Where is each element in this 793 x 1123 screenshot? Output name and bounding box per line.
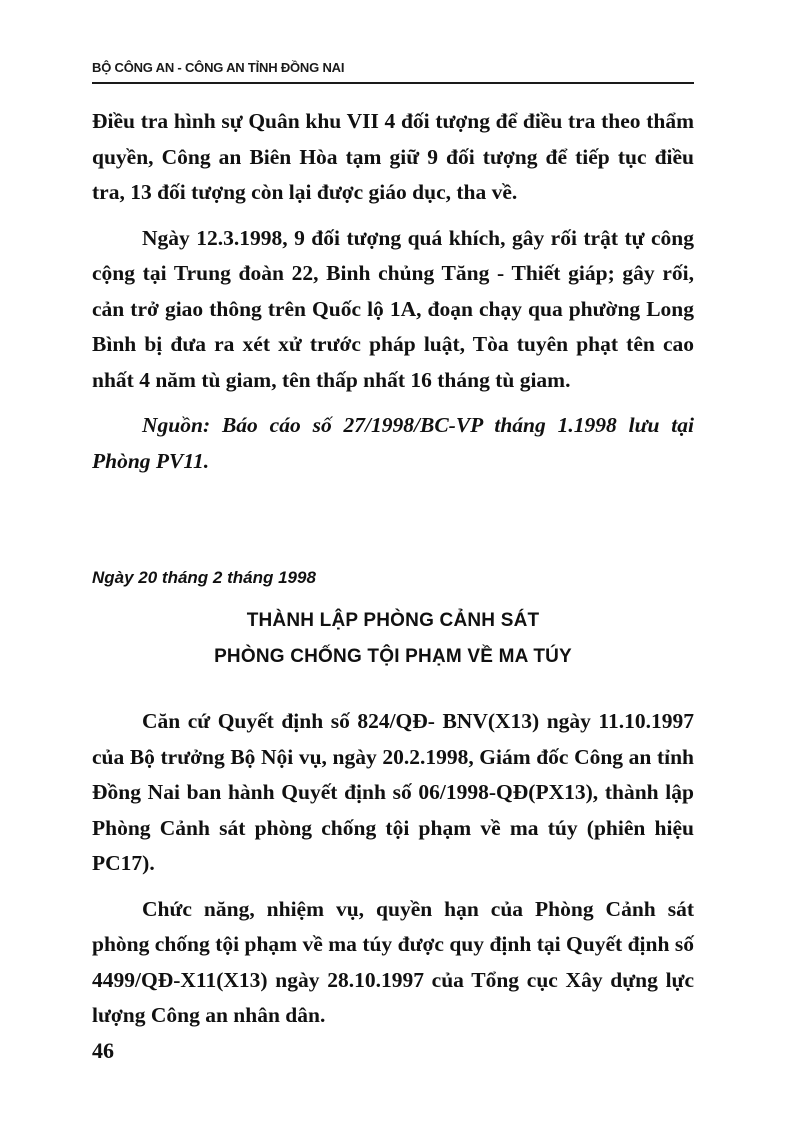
- paragraph-decision: Căn cứ Quyết định số 824/QĐ- BNV(X13) ngày 11.10.1997 của Bộ trưởng Bộ Nội vụ, ngày 20.2.1998, Giám đốc Công an tỉnh Đồng Nai ban hành Quyết định số 06/1998-QĐ(PX13), thành lập Phòng Cảnh sát phòng chống tội phạm về ma túy (phiên hiệu PC17).: [92, 709, 694, 875]
- entry-title-line-2: PHÒNG CHỐNG TỘI PHẠM VỀ MA TÚY: [214, 646, 572, 667]
- paragraph-investigation: Điều tra hình sự Quân khu VII 4 đối tượng để điều tra theo thẩm quyền, Công an Biên Hòa tạm giữ 9 đối tượng để tiếp tục điều tra, 13 đối tượng còn lại được giáo dục, tha về.: [92, 109, 694, 204]
- paragraph-trial: Ngày 12.3.1998, 9 đối tượng quá khích, gây rối trật tự công cộng tại Trung đoàn 22, Binh chủng Tăng - Thiết giáp; gây rối, cản trở giao thông trên Quốc lộ 1A, đoạn chạy qua phường Long Bình bị đưa ra xét xử trước pháp luật, Tòa tuyên phạt tên cao nhất 4 năm tù giam, tên thấp nhất 16 tháng tù giam.: [92, 225, 694, 392]
- section-continuation: [92, 104, 694, 479]
- header-divider: [92, 82, 694, 84]
- entry-body: [92, 704, 694, 1034]
- entry-title-line-1: THÀNH LẬP PHÒNG CẢNH SÁT: [246, 610, 540, 631]
- paragraph-functions: Chức năng, nhiệm vụ, quyền hạn của Phòng Cảnh sát phòng chống tội phạm về ma túy được quy định tại Quyết định số 4499/QĐ-X11(X13) ngày 28.10.1997 của Tổng cục Xây dựng lực lượng Công an nhân dân.: [92, 896, 694, 1027]
- running-header: BỘ CÔNG AN - CÔNG AN TỈNH ĐỒNG NAI: [92, 60, 345, 75]
- source-note: Nguồn: Báo cáo số 27/1998/BC-VP tháng 1.1998 lưu tại Phòng PV11.: [92, 413, 694, 473]
- page-number: 46: [92, 1038, 114, 1063]
- entry-date: Ngày 20 tháng 2 tháng 1998: [92, 568, 316, 587]
